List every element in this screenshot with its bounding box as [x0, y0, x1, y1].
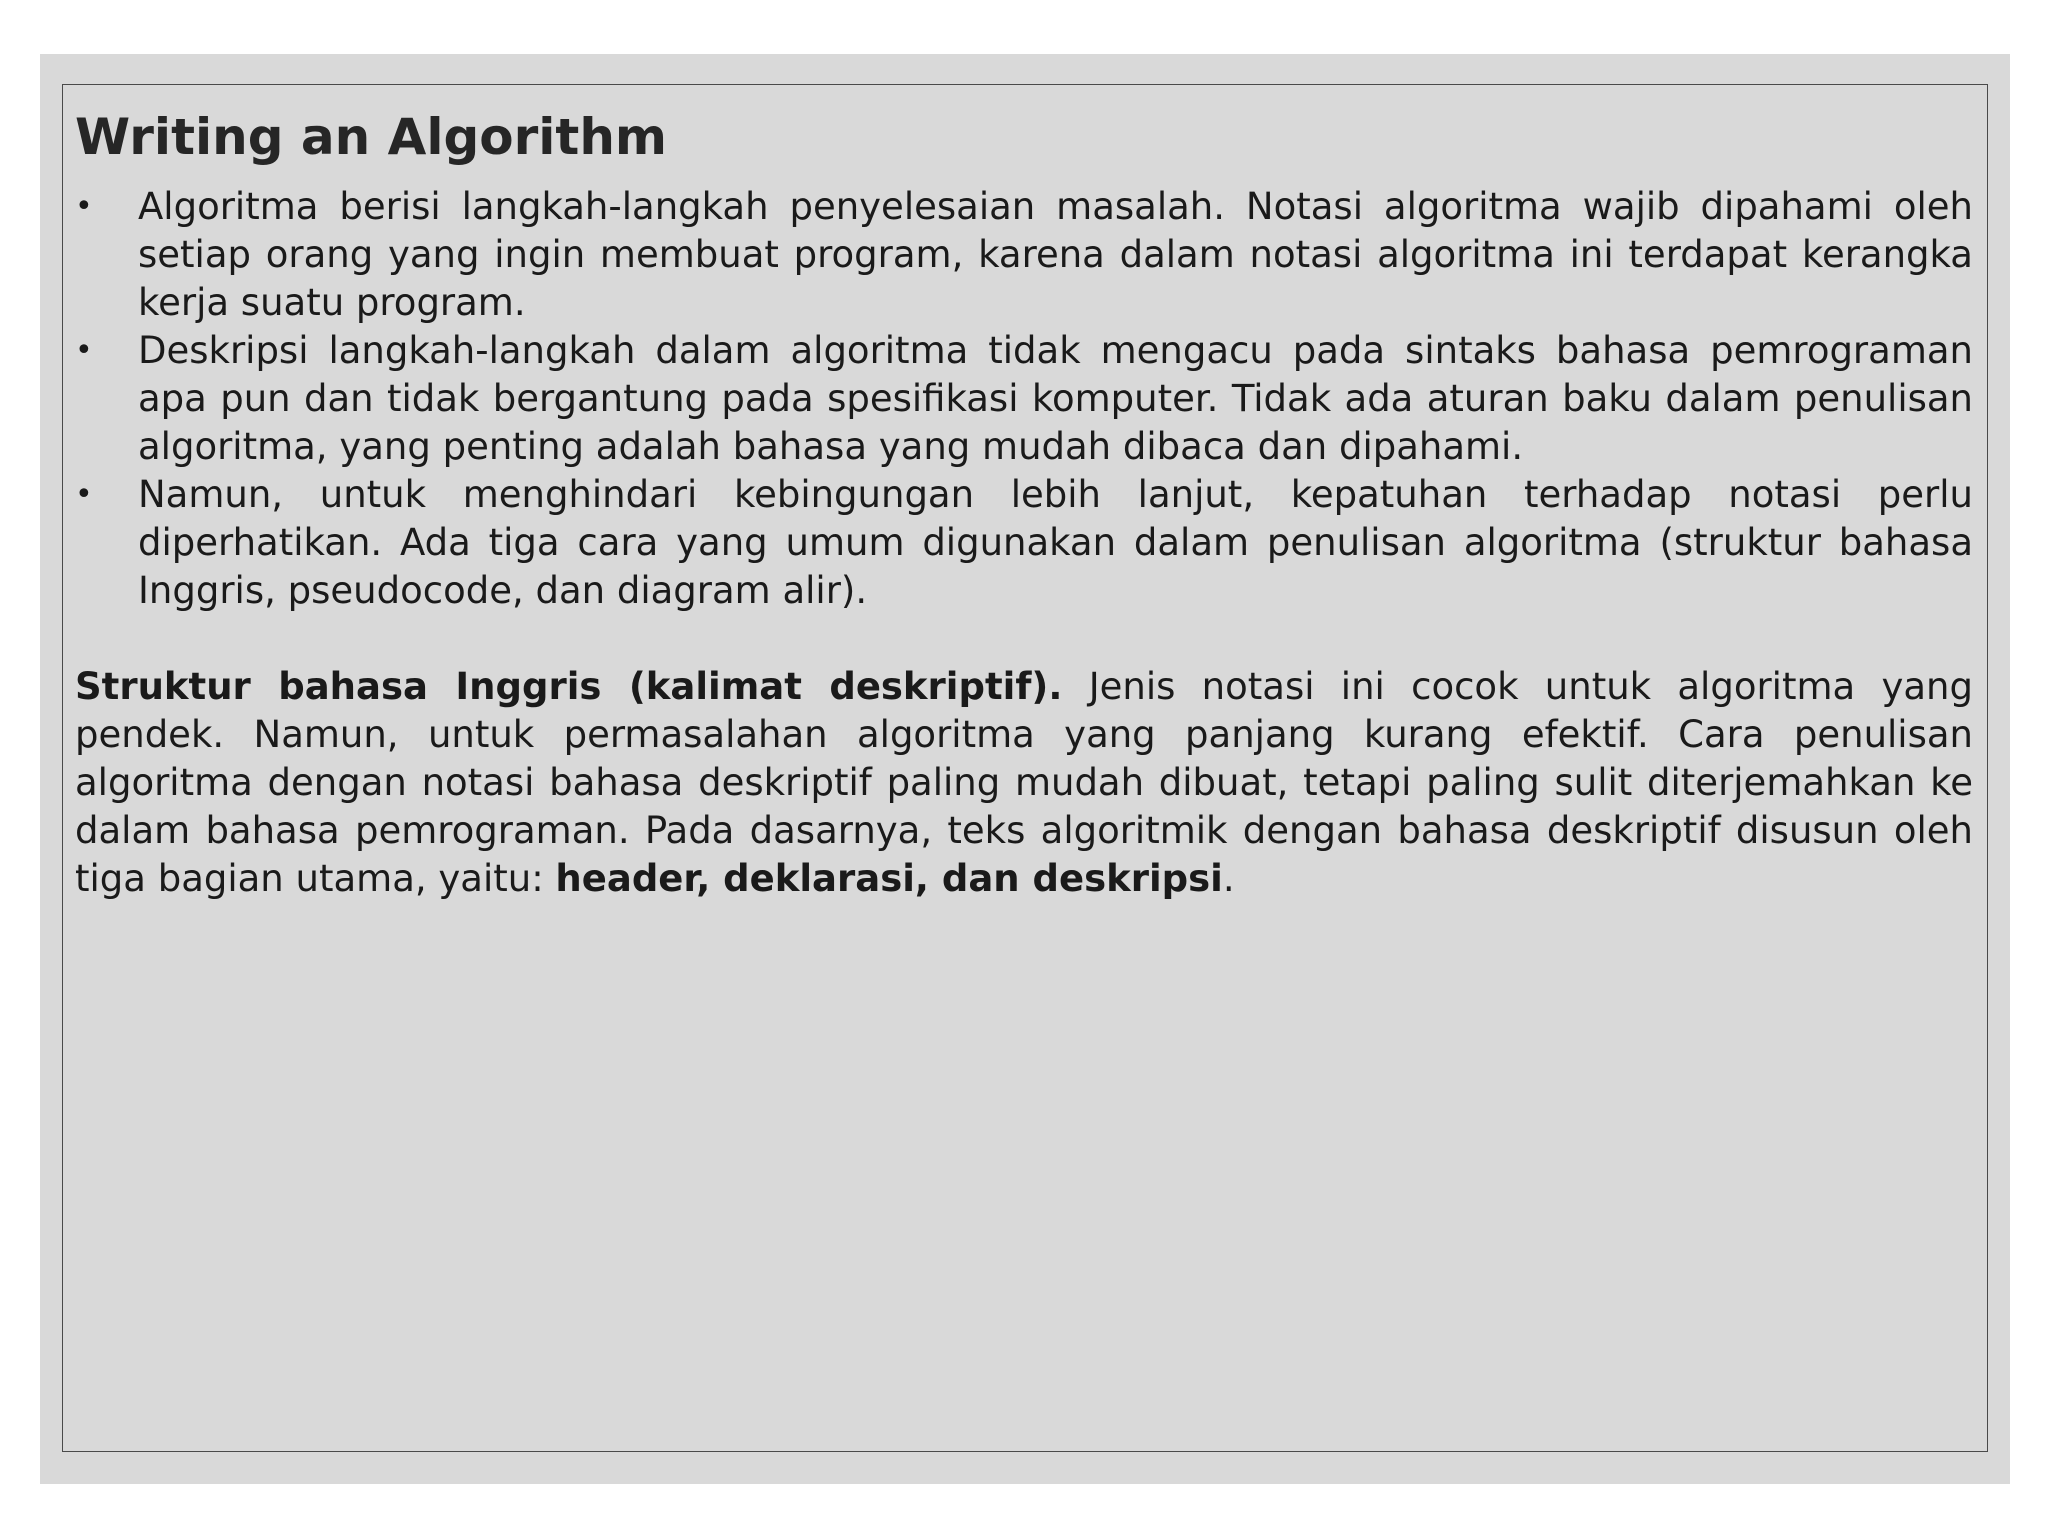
paragraph-parts: header, deklarasi, dan deskripsi — [555, 857, 1223, 900]
slide-content — [75, 105, 1973, 903]
content-frame — [62, 84, 1988, 1452]
bullet-item — [75, 327, 1973, 471]
bullet-icon: • — [75, 477, 93, 512]
bullet-text: Deskripsi langkah-langkah dalam algoritma tidak mengacu pada sintaks bahasa pemrograman apa pun dan tidak bergantung pada spesifikasi komputer. Tidak ada aturan baku dalam penulisan algoritma, yang penting adalah bahasa yang mudah dibaca dan dipahami. — [138, 329, 1973, 468]
bullet-item — [75, 183, 1973, 327]
bullet-list — [75, 183, 1973, 615]
description-paragraph — [75, 663, 1973, 903]
slide — [40, 54, 2010, 1484]
slide-title: Writing an Algorithm — [75, 108, 668, 166]
bullet-text: Namun, untuk menghindari kebingungan lebih lanjut, kepatuhan terhadap notasi perlu diperhatikan. Ada tiga cara yang umum digunakan dalam penulisan algoritma (struktur bahasa Inggris, pseudocode, dan diagram alir). — [138, 473, 1973, 612]
paragraph-end: . — [1222, 857, 1235, 900]
bullet-icon: • — [75, 189, 93, 224]
paragraph-body: Jenis notasi ini cocok untuk algoritma yang pendek. Namun, untuk permasalahan algoritma yang panjang kurang efektif. Cara penulisan algoritma dengan notasi bahasa deskriptif paling mudah dibuat, tetapi paling sulit diterjemahkan ke dalam bahasa pemrograman. Pada dasarnya, teks algoritmik dengan bahasa deskriptif disusun oleh tiga bagian utama, yaitu: — [75, 665, 1973, 900]
bullet-icon: • — [75, 333, 93, 368]
bullet-item — [75, 471, 1973, 615]
paragraph-lead: Struktur bahasa Inggris (kalimat deskriptif). — [75, 665, 1063, 708]
bullet-text: Algoritma berisi langkah-langkah penyelesaian masalah. Notasi algoritma wajib dipahami oleh setiap orang yang ingin membuat program, karena dalam notasi algoritma ini terdapat kerangka kerja suatu program. — [138, 185, 1973, 324]
